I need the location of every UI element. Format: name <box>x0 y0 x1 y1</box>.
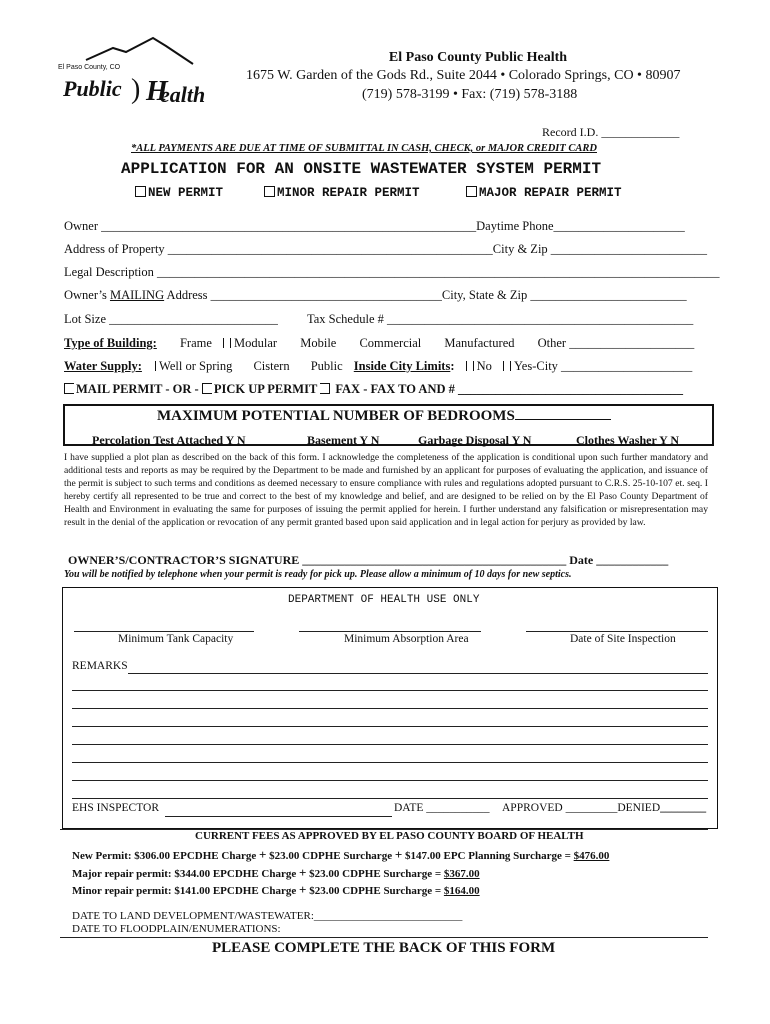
date-land-development[interactable]: DATE TO LAND DEVELOPMENT/WASTEWATER:___________________________ <box>72 910 463 922</box>
checkbox-major-repair[interactable]: MAJOR REPAIR PERMIT <box>466 186 622 200</box>
building-type-row <box>64 336 694 351</box>
min-tank-label: Minimum Tank Capacity <box>118 633 234 645</box>
option-pickup[interactable]: PICK UP PERMIT <box>213 382 321 396</box>
option-yes-city[interactable]: Yes-City _____________________ <box>514 359 693 373</box>
fee-minor-repair: Minor repair permit: $141.00 EPCDHE Charge + $23.00 CDPHE Surcharge = $164.00 <box>72 882 480 897</box>
city-limits-label: Inside City Limits <box>353 359 451 373</box>
record-id: Record I.D. _____________ <box>542 125 680 139</box>
ehs-inspector-label: EHS INSPECTOR <box>72 802 160 814</box>
checkbox-minor-repair[interactable]: MINOR REPAIR PERMIT <box>264 186 420 200</box>
logo-swoosh: ) <box>131 74 141 105</box>
logo-health-h: H <box>146 76 168 107</box>
logo-public: Public <box>63 76 122 101</box>
department-title: DEPARTMENT OF HEALTH USE ONLY <box>288 594 480 606</box>
option-public[interactable]: Public <box>310 359 343 373</box>
mailing-address-field[interactable]: Owner’s MAILING Address _____________________________________City, State & Zip _________________________ <box>64 288 687 302</box>
option-fax[interactable]: FAX - FAX TO AND # ____________________________________ <box>332 382 683 396</box>
garbage-disposal[interactable]: Garbage Disposal Y N <box>418 433 532 447</box>
delivery-row <box>64 382 683 397</box>
checkbox-icon[interactable] <box>135 186 146 197</box>
owner-field[interactable]: Owner ____________________________________________________________Daytime Phone_____________________ <box>64 219 685 233</box>
option-commercial[interactable]: Commercial <box>359 336 422 350</box>
checkbox-icon[interactable] <box>202 383 212 394</box>
remarks-label: REMARKS <box>72 660 128 672</box>
option-mobile[interactable]: Mobile <box>300 336 337 350</box>
footer-note: PLEASE COMPLETE THE BACK OF THIS FORM <box>212 940 556 956</box>
checkbox-icon[interactable] <box>64 383 74 394</box>
ehs-inspector-field[interactable] <box>165 816 392 817</box>
logo-county: El Paso County, CO <box>58 64 121 71</box>
date-floodplain[interactable]: DATE TO FLOODPLAIN/ENUMERATIONS: <box>72 923 281 935</box>
fees-title: CURRENT FEES AS APPROVED BY EL PASO COUNTY BOARD OF HEALTH <box>195 830 584 842</box>
lot-size-field[interactable]: Lot Size ___________________________ <box>64 312 278 326</box>
logo-health: ealth <box>160 82 206 107</box>
option-modular[interactable]: Modular <box>234 336 278 350</box>
checkbox-icon[interactable] <box>466 186 477 197</box>
fee-major-repair: Major repair permit: $344.00 EPCDHE Charge + $23.00 CDPHE Surcharge = $367.00 <box>72 865 480 880</box>
building-type-label: Type of Building: <box>64 336 157 350</box>
certification-statement: I have supplied a plot plan as described on the back of this form. I acknowledge the completeness of the application is conditional upon such further mandatory and additional tests and reports as may be required by the Department to be made and furnished by an applicant for purposes of evaluating the application, and issuance of the permit is subject to such terms and conditions as deemed necessary to ensure compliance with rules and regulations adopted pursuant to C.R.S. 25-10-107 et. seq. I hereby certify all represented to be true and correct to the best of my knowledge and belief, and are designed to be relied on by the El Paso County Department of Health and Environment in evaluating the same for purposes of issuing the permit applied for herein. I further understand any falsification or misrepresentation may result in the denial of the application or revocation of any permit granted based upon said application and in legal action for perjury as provided by law. <box>64 452 708 528</box>
site-inspection-label: Date of Site Inspection <box>570 633 676 645</box>
form-title: APPLICATION FOR AN ONSITE WASTEWATER SYSTEM PERMIT <box>121 160 602 178</box>
fee-new-permit: New Permit: $306.00 EPCDHE Charge + $23.00 CDPHE Surcharge + $147.00 EPC Planning Surcharge = $476.00 <box>72 847 610 862</box>
water-supply-label: Water Supply: <box>64 359 142 373</box>
logo <box>58 34 208 114</box>
approved-denied-field[interactable]: APPROVED _________DENIED________ <box>502 802 707 814</box>
option-manufactured[interactable]: Manufactured <box>444 336 515 350</box>
bedrooms-title: MAXIMUM POTENTIAL NUMBER OF BEDROOMS <box>157 408 611 425</box>
percolation-test[interactable]: Percolation Test Attached Y N <box>92 433 246 447</box>
checkbox-icon[interactable] <box>264 186 275 197</box>
basement[interactable]: Basement Y N <box>307 433 380 447</box>
option-frame[interactable]: Frame <box>179 336 212 350</box>
option-no[interactable]: No <box>476 359 492 373</box>
payments-note: *ALL PAYMENTS ARE DUE AT TIME OF SUBMITTAL IN CASH, CHECK, or MAJOR CREDIT CARD <box>131 143 597 154</box>
notify-note: You will be notified by telephone when your permit is ready for pick up. Please allow a minimum of 10 days for new septics. <box>64 569 572 580</box>
checkbox-icon[interactable] <box>320 383 330 394</box>
org-name: El Paso County Public Health <box>388 50 568 65</box>
water-supply-row: Water Supply: Well or Spring Cistern Public Inside City Limits: No Yes-City _____________________ <box>64 359 693 373</box>
signature-field[interactable]: OWNER’S/CONTRACTOR’S SIGNATURE ____________________________________________ Date ____________ <box>68 553 669 567</box>
legal-description-field[interactable]: Legal Description __________________________________________________________________________________________ <box>64 265 720 279</box>
option-cistern[interactable]: Cistern <box>253 359 290 373</box>
clothes-washer[interactable]: Clothes Washer Y N <box>576 433 680 447</box>
min-absorption-label: Minimum Absorption Area <box>344 633 469 645</box>
checkbox-new-permit[interactable]: NEW PERMIT <box>135 186 223 200</box>
option-well[interactable]: Well or Spring <box>159 359 233 373</box>
tax-schedule-field[interactable]: Tax Schedule # _________________________________________________ <box>307 312 694 326</box>
date-field[interactable]: DATE ___________ <box>394 802 490 814</box>
property-address-field[interactable]: Address of Property ____________________________________________________City & Zip _________________________ <box>64 242 708 256</box>
org-phone: (719) 578-3199 • Fax: (719) 578-3188 <box>362 87 578 102</box>
option-other[interactable]: Other ____________________ <box>537 336 695 350</box>
org-address: 1675 W. Garden of the Gods Rd., Suite 2044 • Colorado Springs, CO • 80907 <box>246 68 681 83</box>
option-mail[interactable]: MAIL PERMIT - OR - <box>76 382 202 396</box>
